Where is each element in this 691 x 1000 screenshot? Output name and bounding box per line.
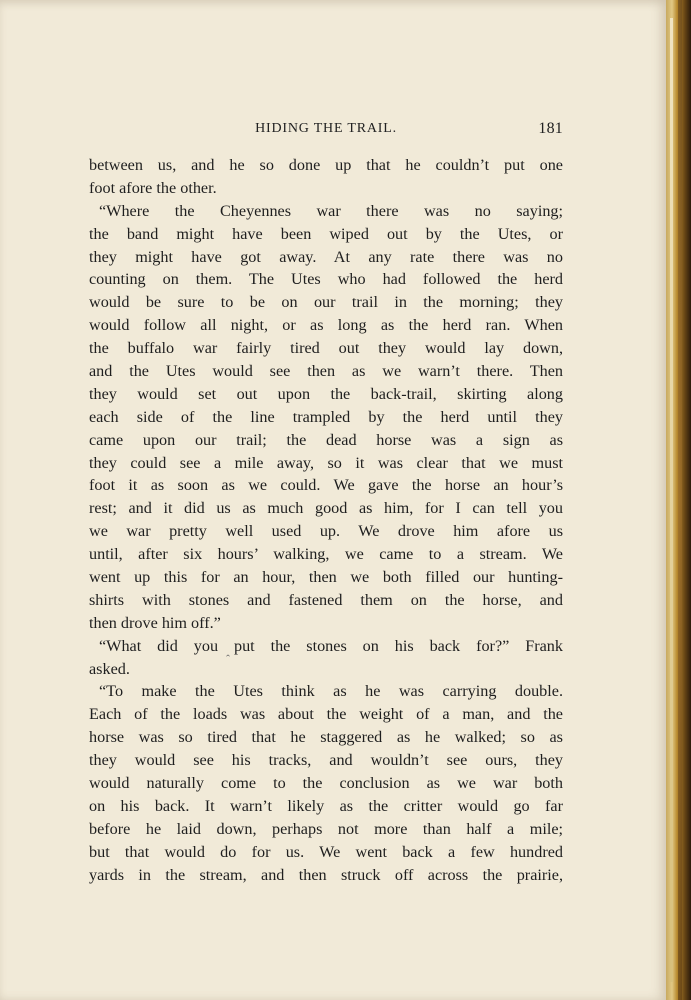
text-line-5: they might have got away. At any rate there was no	[89, 247, 563, 266]
text-line-18: until, after six hours’ walking, we came to a stream. We	[89, 545, 563, 564]
page-number: 181	[538, 120, 563, 137]
text-line-3: “Where the Cheyennes war there was no saying;	[99, 201, 563, 220]
text-line-31: but that would do for us. We went back a few hundred	[89, 842, 563, 861]
text-line-8: would follow all night, or as long as the herd ran. When	[89, 316, 563, 335]
running-title: HIDING THE TRAIL.	[255, 121, 397, 136]
text-line-10: and the Utes would see then as we warn’t there. Then	[89, 362, 563, 381]
text-line-28: would naturally come to the conclusion as we war both	[89, 774, 563, 793]
page-header	[89, 118, 563, 140]
text-line-9: the buffalo war fairly tired out they would lay down,	[89, 339, 563, 358]
text-line-21: then drove him off.”	[89, 613, 221, 632]
text-line-4: the band might have been wiped out by the Utes, or	[89, 224, 563, 243]
book-spine-edge	[666, 0, 691, 1000]
text-line-6: counting on them. The Utes who had followed the herd	[89, 270, 563, 289]
body-text	[89, 154, 563, 887]
text-line-25: Each of the loads was about the weight of a man, and the	[89, 705, 563, 724]
text-line-7: would be sure to be on our trail in the morning; they	[89, 293, 563, 312]
text-line-29: on his back. It warn’t likely as the critter would go far	[89, 796, 563, 815]
text-line-32: yards in the stream, and then struck off across the prairie,	[89, 865, 563, 884]
printing-mark: ˆ	[226, 652, 230, 666]
text-line-24: “To make the Utes think as he was carrying double.	[99, 682, 563, 701]
text-line-12: each side of the line trampled by the herd until they	[89, 407, 563, 426]
text-line-17: we war pretty well used up. We drove him afore us	[89, 522, 563, 541]
text-line-2: foot afore the other.	[89, 178, 217, 197]
text-line-16: rest; and it did us as much good as him, for I can tell you	[89, 499, 563, 518]
text-line-22: “What did you put the stones on his back for?” Frank	[99, 636, 563, 655]
text-line-13: came upon our trail; the dead horse was a sign as	[89, 430, 563, 449]
text-line-20: shirts with stones and fastened them on the horse, and	[89, 590, 563, 609]
text-line-19: went up this for an hour, then we both filled our hunting-	[89, 568, 563, 587]
text-line-1: between us, and he so done up that he couldn’t put one	[89, 156, 563, 174]
text-line-14: they could see a mile away, so it was clear that we must	[89, 453, 563, 472]
text-line-30: before he laid down, perhaps not more than half a mile;	[89, 819, 563, 838]
text-line-26: horse was so tired that he staggered as he walked; so as	[89, 728, 563, 747]
text-line-27: they would see his tracks, and wouldn’t see ours, they	[89, 751, 563, 770]
text-line-15: foot it as soon as we could. We gave the horse an hour’s	[89, 476, 563, 495]
text-line-11: they would set out upon the back-trail, skirting along	[89, 384, 563, 403]
text-line-23: asked.	[89, 659, 130, 678]
